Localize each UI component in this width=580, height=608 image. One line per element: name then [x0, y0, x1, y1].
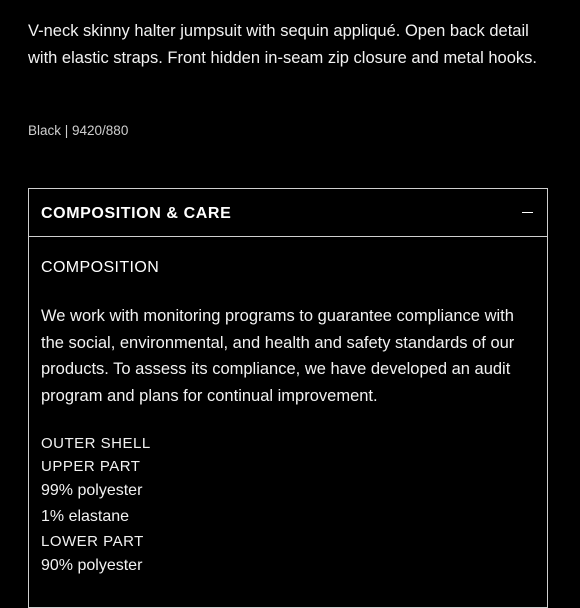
list-item: UPPER PART — [41, 458, 141, 475]
accordion-header[interactable] — [29, 189, 547, 237]
list-item: LOWER PART — [41, 533, 144, 550]
composition-description: We work with monitoring programs to guarantee compliance with the social, environmental, and health and safety standards of our products. To assess its compliance, we have developed an audit program and plans for continual improvement. — [41, 307, 515, 405]
list-item: 90% polyester — [41, 557, 143, 574]
composition-care-accordion — [28, 188, 548, 608]
product-description: V-neck skinny halter jumpsuit with sequin appliqué. Open back detail with elastic straps. Front hidden in-seam zip closure and metal hooks. — [28, 22, 537, 67]
list-item: OUTER SHELL — [41, 435, 151, 452]
color-reference: Black | 9420/880 — [28, 123, 129, 138]
minus-icon[interactable] — [522, 212, 533, 213]
materials-list — [41, 432, 151, 579]
accordion-title: COMPOSITION & CARE — [41, 205, 232, 222]
composition-heading: COMPOSITION — [41, 259, 160, 276]
list-item: 99% polyester — [41, 482, 143, 499]
list-item: 1% elastane — [41, 508, 130, 525]
